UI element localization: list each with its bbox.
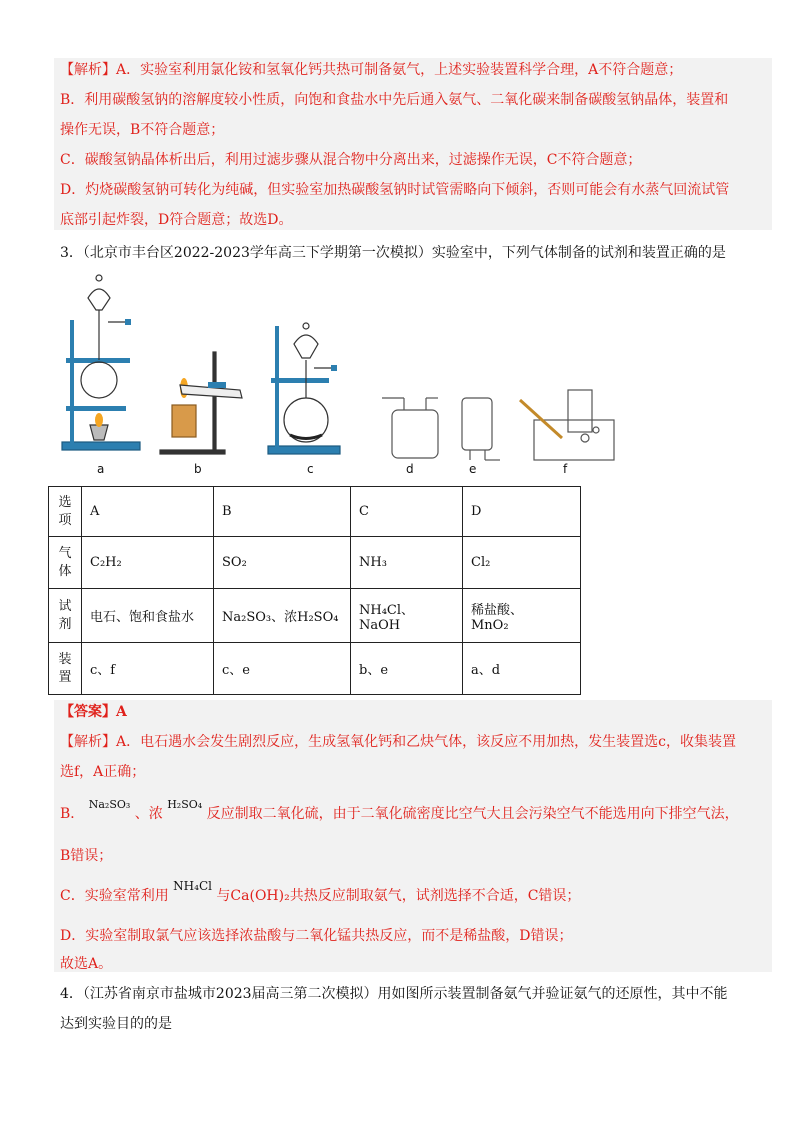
gas-cell: Cl₂: [463, 537, 581, 589]
option-label: C: [351, 487, 463, 537]
text: 、浓: [134, 806, 163, 822]
gas-cell: SO₂: [214, 537, 351, 589]
option-label: D: [463, 487, 581, 537]
table-row: [49, 589, 581, 643]
q3-analysis-line: D．实验室制取氯气应该选择浓盐酸与二氧化锰共热反应，而不是稀盐酸，D错误；: [60, 928, 573, 944]
q2-analysis-line: 【解析】A．实验室利用氯化铵和氢氧化钙共热可制备氨气，上述实验装置科学合理，A不符合题意；: [60, 62, 683, 78]
question-4-stem: 4．（江苏省南京市盐城市2023届高三第二次模拟）用如图所示装置制备氨气并验证氨气的还原性，其中不能: [60, 986, 728, 1002]
answer-label: 【答案】A: [60, 704, 127, 720]
question-3-stem: 3．（北京市丰台区2022-2023学年高三下学期第一次模拟）实验室中，下列气体制备的试剂和装置正确的是: [60, 245, 726, 261]
q2-analysis-line: C．碳酸氢钠晶体析出后，利用过滤步骤从混合物中分离出来，过滤操作无误，C不符合题意；: [60, 152, 642, 168]
text: 与Ca(OH)₂共热反应制取氨气，试剂选择不合适，C错误；: [216, 888, 581, 904]
apparatus-a-icon: [62, 275, 140, 450]
row-header: 气 体: [49, 537, 82, 589]
apparatus-label-a: a: [97, 462, 105, 476]
device-cell: a、d: [463, 643, 581, 695]
row-header: 选 项: [49, 487, 82, 537]
q3-analysis-line: B错误；: [60, 848, 113, 864]
apparatus-figure: [0, 270, 640, 465]
gas-cell: C₂H₂: [82, 537, 214, 589]
apparatus-label-b: b: [194, 462, 202, 476]
formula-nh4cl: NH₄Cl: [173, 879, 212, 893]
q3-analysis-c-line: [60, 879, 581, 906]
apparatus-e-icon: [462, 398, 500, 460]
table-row: [49, 537, 581, 589]
device-cell: b、e: [351, 643, 463, 695]
q3-analysis-line: 【解析】A．电石遇水会发生剧烈反应，生成氢氧化钙和乙炔气体，该反应不用加热，发生装置选c，收集装置: [60, 734, 736, 750]
option-label: B: [214, 487, 351, 537]
row-header: 装 置: [49, 643, 82, 695]
reagent-cell: NH₄Cl、NaOH: [351, 589, 463, 643]
q2-analysis-line: B．利用碳酸氢钠的溶解度较小性质，向饱和食盐水中先后通入氨气、二氧化碳来制备碳酸氢钠晶体，装置和: [60, 92, 729, 108]
formula-na2so3: Na₂SO₃: [88, 798, 131, 811]
row-header: 试 剂: [49, 589, 82, 643]
reagent-cell: 电石、饱和食盐水: [82, 589, 214, 643]
apparatus-label-f: f: [563, 462, 568, 476]
apparatus-label-c: c: [307, 462, 314, 476]
apparatus-f-icon: [520, 390, 614, 460]
apparatus-label-d: d: [406, 462, 414, 476]
table-row: [49, 643, 581, 695]
option-b-prefix: B．: [60, 806, 85, 822]
device-cell: c、f: [82, 643, 214, 695]
reagent-cell: Na₂SO₃、浓H₂SO₄: [214, 589, 351, 643]
q3-analysis-line: 故选A。: [60, 956, 113, 972]
apparatus-d-icon: [382, 398, 438, 458]
question-4-stem: 达到实验目的的是: [60, 1016, 172, 1032]
apparatus-b-icon: [160, 352, 242, 454]
apparatus-label-e: e: [469, 462, 477, 476]
gas-cell: NH₃: [351, 537, 463, 589]
formula-h2so4: H₂SO₄: [167, 798, 203, 811]
q2-analysis-line: 操作无误，B不符合题意；: [60, 122, 225, 138]
table-row: [49, 487, 581, 537]
q2-analysis-line: 底部引起炸裂，D符合题意；故选D。: [60, 212, 293, 228]
options-table: [48, 486, 581, 695]
q3-analysis-line: 选f，A正确；: [60, 764, 146, 780]
q3-analysis-b-line: [60, 798, 739, 825]
text: C．实验室常利用: [60, 888, 169, 904]
q2-analysis-block: [54, 58, 772, 230]
text: 反应制取二氧化硫，由于二氧化硫密度比空气大且会污染空气不能选用向下排空气法，: [206, 806, 739, 822]
device-cell: c、e: [214, 643, 351, 695]
option-label: A: [82, 487, 214, 537]
reagent-cell: 稀盐酸、 MnO₂: [463, 589, 581, 643]
apparatus-c-icon: [268, 323, 340, 454]
q2-analysis-line: D．灼烧碳酸氢钠可转化为纯碱，但实验室加热碳酸氢钠时试管需略向下倾斜，否则可能会有水蒸气回流试管: [60, 182, 730, 198]
